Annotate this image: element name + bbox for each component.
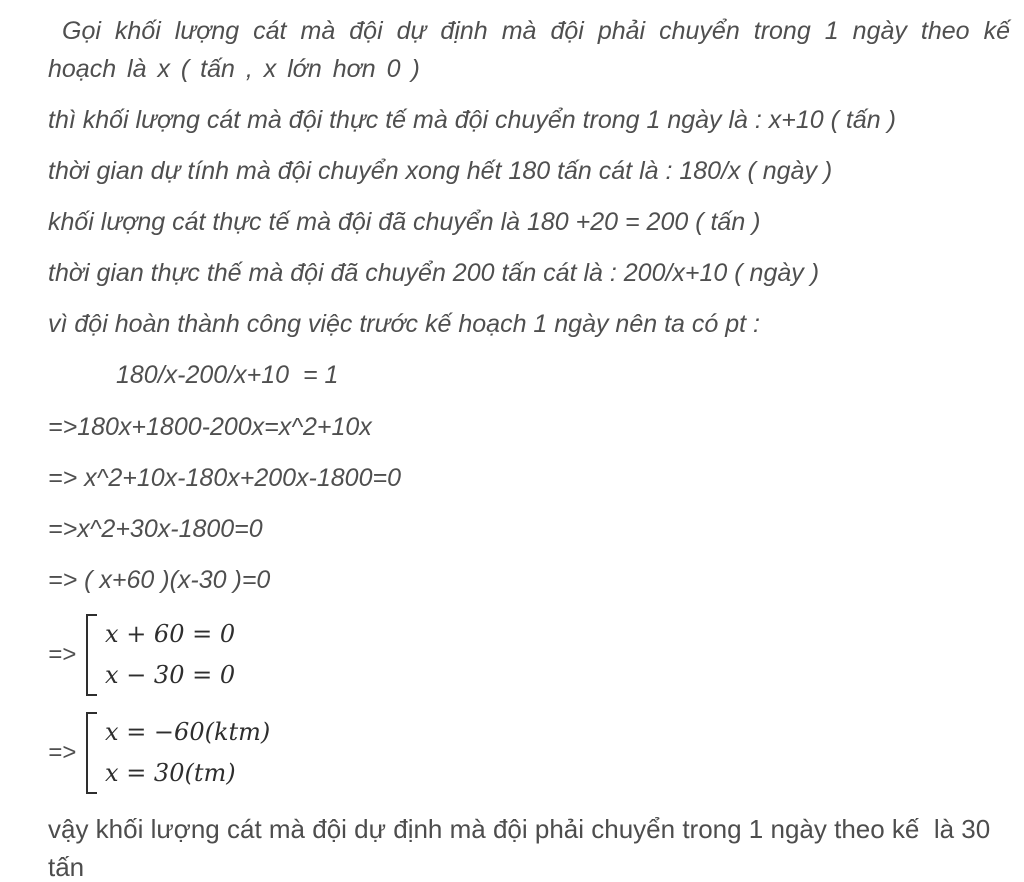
solution-line-planned-time: thời gian dự tính mà đội chuyển xong hết 180 tấn cát là : 180/x ( ngày ) xyxy=(48,157,833,185)
solution-line-actual-time: thời gian thực thế mà đội đã chuyển 200 tấn cát là : 200/x+10 ( ngày ) xyxy=(48,259,820,287)
conclusion-text: vậy khối lượng cát mà đội dự định mà đội phải chuyển trong 1 ngày theo kế là 30 tấn xyxy=(48,814,998,882)
implies-arrow: => xyxy=(48,641,77,668)
case-block-solutions xyxy=(48,710,1010,796)
solution-line-condition: vì đội hoàn thành công việc trước kế hoạch 1 ngày nên ta có pt : xyxy=(48,310,760,338)
case-rows xyxy=(97,710,270,796)
left-bracket xyxy=(86,614,97,696)
derivation-step-1: =>180x+1800-200x=x^2+10x xyxy=(48,413,372,441)
solution-line-actual-amount: khối lượng cát thực tế mà đội đã chuyển là 180 +20 = 200 ( tấn ) xyxy=(48,208,761,236)
implies-arrow: => xyxy=(48,739,77,766)
solution-line-actual-per-day: thì khối lượng cát mà đội thực tế mà đội chuyển trong 1 ngày là : x+10 ( tấn ) xyxy=(48,106,896,134)
derivation-step-4: => ( x+60 )(x-30 )=0 xyxy=(48,566,271,594)
main-equation: 180/x-200/x+10 = 1 xyxy=(116,361,339,389)
case-block-linear-equations xyxy=(48,612,1010,698)
derivation-step-3: =>x^2+30x-1800=0 xyxy=(48,515,263,543)
derivation-step-2: => x^2+10x-180x+200x-1800=0 xyxy=(48,464,401,492)
case-row: x = −60(ktm) xyxy=(105,718,271,746)
case-row: x = 30(tm) xyxy=(105,759,236,787)
case-row: x − 30 = 0 xyxy=(105,661,236,689)
solution-line-intro: Gọi khối lượng cát mà đội dự định mà đội phải chuyển trong 1 ngày theo kế hoạch là x ( tấn , x lớn hơn 0 ) xyxy=(48,17,1021,83)
left-bracket xyxy=(86,712,97,794)
case-rows xyxy=(97,612,235,698)
case-row: x + 60 = 0 xyxy=(105,620,236,648)
